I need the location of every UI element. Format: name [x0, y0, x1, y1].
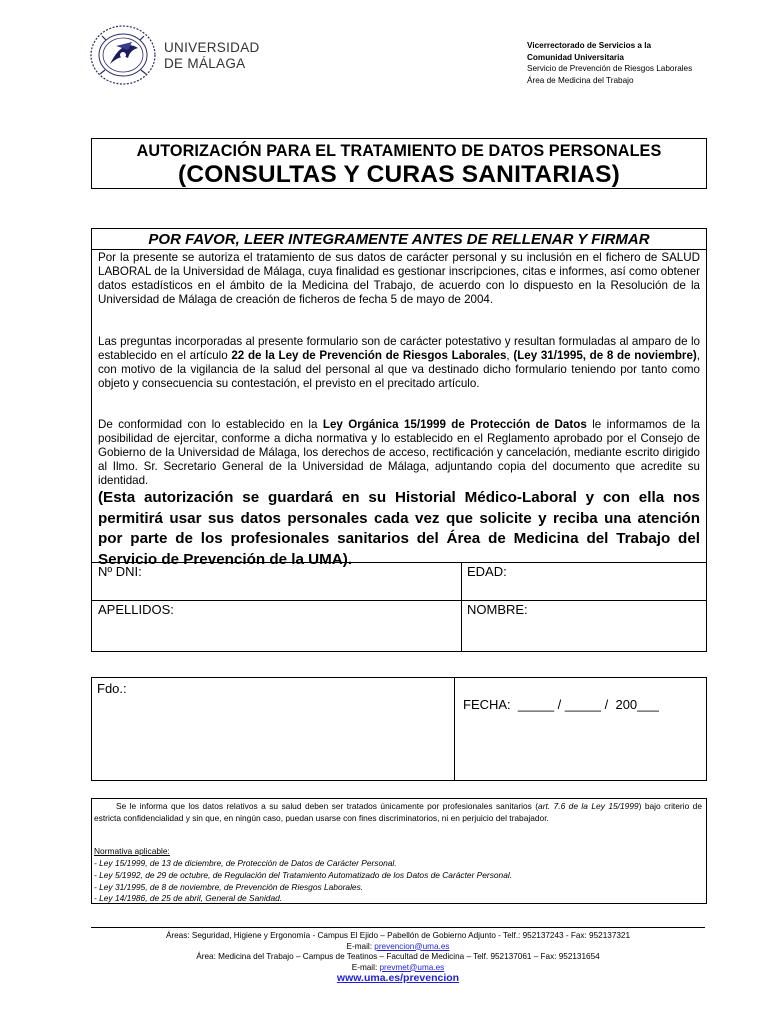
vicerrectorado-line1: Vicerrectorado de Servicios a la [527, 41, 652, 50]
text-span: , [506, 349, 514, 363]
university-name-line1: UNIVERSIDAD [164, 40, 260, 55]
dni-field[interactable] [162, 563, 457, 599]
law-reference: Ley Orgánica 15/1999 de Protección de Datos [322, 418, 587, 431]
text-span: Las preguntas incorporadas al presente formulario son de carácter potestativo y resultan formuladas al amparo de lo establecido en el artículo [98, 335, 700, 363]
normativa-title: Normativa aplicable: [94, 846, 170, 856]
text-span: De conformidad con lo establecido en la [98, 418, 323, 431]
signature-label: Fdo.: [97, 681, 127, 696]
document-title-box [91, 138, 707, 189]
website-link[interactable]: www.uma.es/prevencion [336, 972, 460, 984]
footer-medicina-line: Área: Medicina del Trabajo – Campus de Teatinos – Facultad de Medicina – Telf. 952137061 – Fax: 952131654 [196, 952, 600, 961]
law-reference: 22 de la Ley de Prevención de Riesgos Laborales [231, 349, 507, 363]
email-label: E-mail: [351, 962, 380, 972]
authorization-form [91, 228, 707, 652]
document-title: AUTORIZACIÓN PARA EL TRATAMIENTO DE DATOS PERSONALES [136, 142, 662, 160]
nombre-field[interactable] [532, 600, 702, 650]
date-field[interactable]: FECHA: _____ / _____ / 200___ [463, 697, 659, 712]
signature-box [91, 677, 707, 781]
list-item: - Ley 15/1999, de 13 de diciembre, de Protección de Datos de Carácter Personal. [94, 858, 397, 868]
email-link-prevmet[interactable]: prevmet@uma.es [379, 962, 445, 972]
university-name-line2: DE MÁLAGA [164, 55, 246, 71]
footer-email-line [91, 942, 705, 953]
law-reference: (Ley 31/1995, de 8 de noviembre) [513, 349, 697, 363]
legal-basis-paragraph [98, 335, 700, 391]
law-reference: art. 7.6 de la Ley 15/1999 [538, 801, 639, 811]
department-info [527, 40, 692, 86]
signature-field[interactable] [132, 680, 450, 776]
footer-areas-line: Áreas: Seguridad, Higiene y Ergonomía - Campus El Ejido – Pabellón de Gobierno Adjunto - Telf.: 952137243 - Fax: 952137321 [165, 931, 631, 940]
edad-field[interactable] [517, 563, 702, 599]
apellidos-field[interactable] [192, 600, 457, 650]
column-divider [454, 678, 455, 780]
text-span: le informamos de la posibilidad de ejercitar, conforme a dicha normativa y lo establecido en el Reglamento aprobado por el Consejo de Gobierno de la Universidad de Málaga, los derechos de acceso, rectificación y cancelación, mediante escrito dirigido al Ilmo. Sr. Secretario General de la Universidad de Málaga, adjuntando copia del documento que acredite su identidad. [98, 418, 700, 488]
privacy-note-box [91, 798, 707, 904]
vicerrectorado-line2: Comunidad Universitaria [527, 52, 624, 62]
confidentiality-note [94, 801, 702, 825]
list-item: - Ley 14/1986, de 25 de abril, General de Sanidad. [94, 893, 283, 904]
dni-field-label: Nº DNI: [98, 564, 142, 579]
column-divider [461, 563, 462, 600]
servicio-line1: Servicio de Prevención de Riesgos Laborales [527, 64, 693, 73]
dni-edad-row [92, 562, 706, 601]
text-span: Se le informa que los datos relativos a su salud deben ser tratados únicamente por profesionales sanitarios ( [116, 801, 539, 811]
footer [91, 931, 705, 984]
document-subtitle: (CONSULTAS Y CURAS SANITARIAS) [177, 161, 621, 188]
apellidos-field-label: APELLIDOS: [98, 602, 174, 617]
medical-history-notice: (Esta autorización se guardará en su Historial Médico-Laboral y con ella nos permitirá usar sus datos personales cada vez que solicite y reciba una atención por parte de los profesionales sanitarios del Área de Medicina del Trabajo del Servicio de Prevención de la UMA). [98, 489, 700, 568]
university-seal-logo [88, 24, 158, 86]
text-span: ) bajo criterio de estricta confidencialidad y sin que, en ningún caso, puedan usarse con fines discriminatorios, ni en perjuicio del trabajador. [94, 801, 702, 823]
list-item: - Ley 31/1995, de 8 de noviembre, de Prevención de Riesgos Laborales. [94, 881, 364, 892]
email-label: E-mail: [346, 941, 375, 951]
servicio-line2: Área de Medicina del Trabajo [527, 75, 634, 85]
footer-divider [91, 927, 705, 928]
rights-paragraph [98, 418, 700, 488]
email-link-prevencion[interactable]: prevencion@uma.es [374, 941, 450, 951]
text-span: , con motivo de la vigilancia de la salud del personal al que va destinado dicho formulario teniendo por tanto como objeto y consecuencia su contestación, el previsto en el precitado artículo. [98, 349, 700, 391]
read-first-notice: POR FAVOR, LEER INTEGRAMENTE ANTES DE RELLENAR Y FIRMAR [92, 229, 706, 250]
apellidos-nombre-row [92, 600, 706, 651]
nombre-field-label: NOMBRE: [467, 602, 528, 617]
authorization-paragraph: Por la presente se autoriza el tratamiento de sus datos de carácter personal y su inclusión en el fichero de SALUD LABORAL de la Universidad de Málaga, cuya finalidad es gestionar inscripciones, citas e informes, así como obtener datos estadísticos en el ámbito de la Medicina del Trabajo, de acuerdo con lo dispuesto en la Resolución de la Universidad de Málaga de creación de ficheros de fecha 5 de mayo de 2004. [98, 251, 700, 307]
university-name [164, 40, 260, 71]
list-item: - Ley 5/1992, de 29 de octubre, de Regulación del Tratamiento Automatizado de los Datos de Carácter Personal. [94, 869, 513, 880]
edad-field-label: EDAD: [467, 564, 507, 579]
normativa-list [94, 858, 512, 905]
column-divider [461, 600, 462, 651]
